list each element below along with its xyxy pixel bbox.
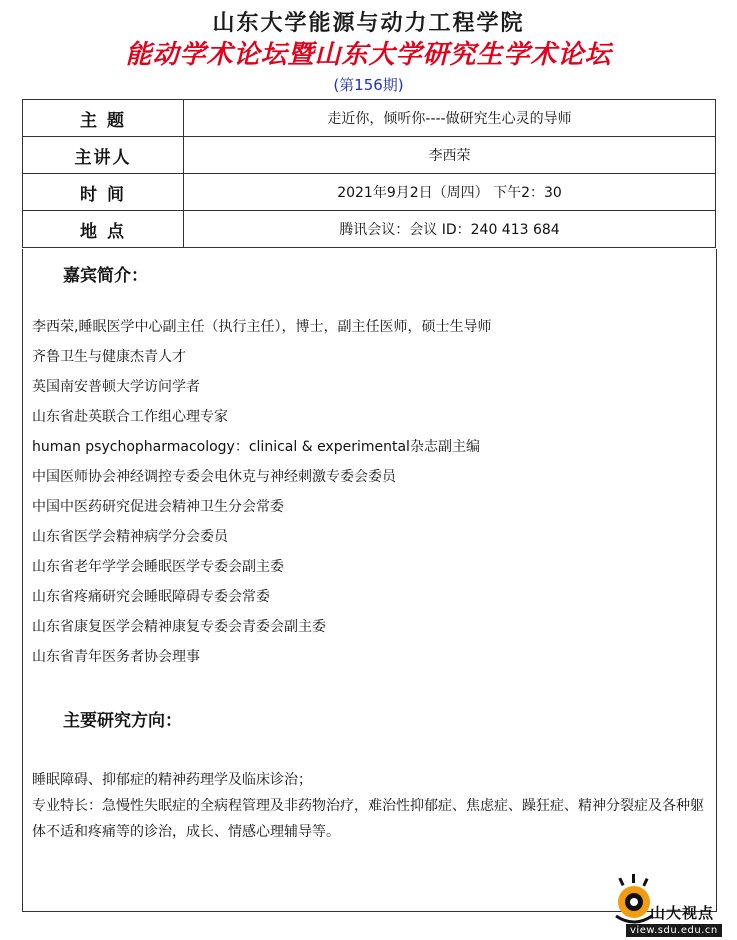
place-value: 腾讯会议：会议 ID：240 413 684 [184, 211, 716, 248]
research-section-title: 主要研究方向： [63, 711, 182, 731]
speaker-value: 李西荣 [184, 137, 716, 174]
bio-line: 李西荣,睡眠医学中心副主任（执行主任），博士，副主任医师，硕士生导师 [32, 319, 492, 335]
time-label: 时 间 [23, 174, 184, 211]
bio-line: 山东省疼痛研究会睡眠障碍专委会常委 [32, 589, 270, 605]
bio-line: 山东省康复医学会精神康复专委会青委会副主委 [32, 619, 326, 635]
research-direction: 睡眠障碍、抑郁症的精神药理学及临床诊治； [32, 772, 312, 788]
bio-line: 山东省赴英联合工作组心理专家 [32, 409, 228, 425]
topic-label: 主 题 [23, 100, 184, 137]
bio-line: 英国南安普顿大学访问学者 [32, 379, 200, 395]
bio-line: 中国中医药研究促进会精神卫生分会常委 [32, 499, 284, 515]
bio-section-title: 嘉宾简介： [63, 266, 148, 286]
research-text [32, 767, 708, 845]
research-specialty: 专业特长：急慢性失眠症的全病程管理及非药物治疗，难治性抑郁症、焦虑症、躁狂症、精神分裂症及各种躯体不适和疼痛等的诊治，成长、情感心理辅导等。 [32, 798, 704, 840]
info-table [22, 99, 716, 248]
watermark-url: view.sdu.edu.cn [626, 924, 722, 937]
speaker-label: 主讲人 [23, 137, 184, 174]
watermark-name: 山大视点 [650, 904, 715, 922]
content-box [22, 249, 717, 912]
watermark-logo [612, 872, 732, 938]
topic-row [23, 100, 716, 137]
place-label: 地 点 [23, 211, 184, 248]
bio-list [32, 317, 491, 677]
place-row [23, 211, 716, 248]
header-institute: 山东大学能源与动力工程学院 [212, 10, 525, 36]
time-row [23, 174, 716, 211]
header-forum-title: 能动学术论坛暨山东大学研究生学术论坛 [125, 40, 612, 70]
header-issue-number: (第156期) [333, 76, 404, 94]
topic-value: 走近你，倾听你----做研究生心灵的导师 [184, 100, 716, 137]
bio-line: 山东省老年学学会睡眠医学专委会副主委 [32, 559, 284, 575]
bio-line: human psychopharmacology：clinical & experimental杂志副主编 [32, 439, 480, 455]
bio-line: 齐鲁卫生与健康杰青人才 [32, 349, 186, 365]
bio-line: 中国医师协会神经调控专委会电休克与神经刺激专委会委员 [32, 469, 396, 485]
bio-line: 山东省青年医务者协会理事 [32, 649, 200, 665]
time-value: 2021年9月2日（周四） 下午2：30 [184, 174, 716, 211]
bio-line: 山东省医学会精神病学分会委员 [32, 529, 228, 545]
speaker-row [23, 137, 716, 174]
